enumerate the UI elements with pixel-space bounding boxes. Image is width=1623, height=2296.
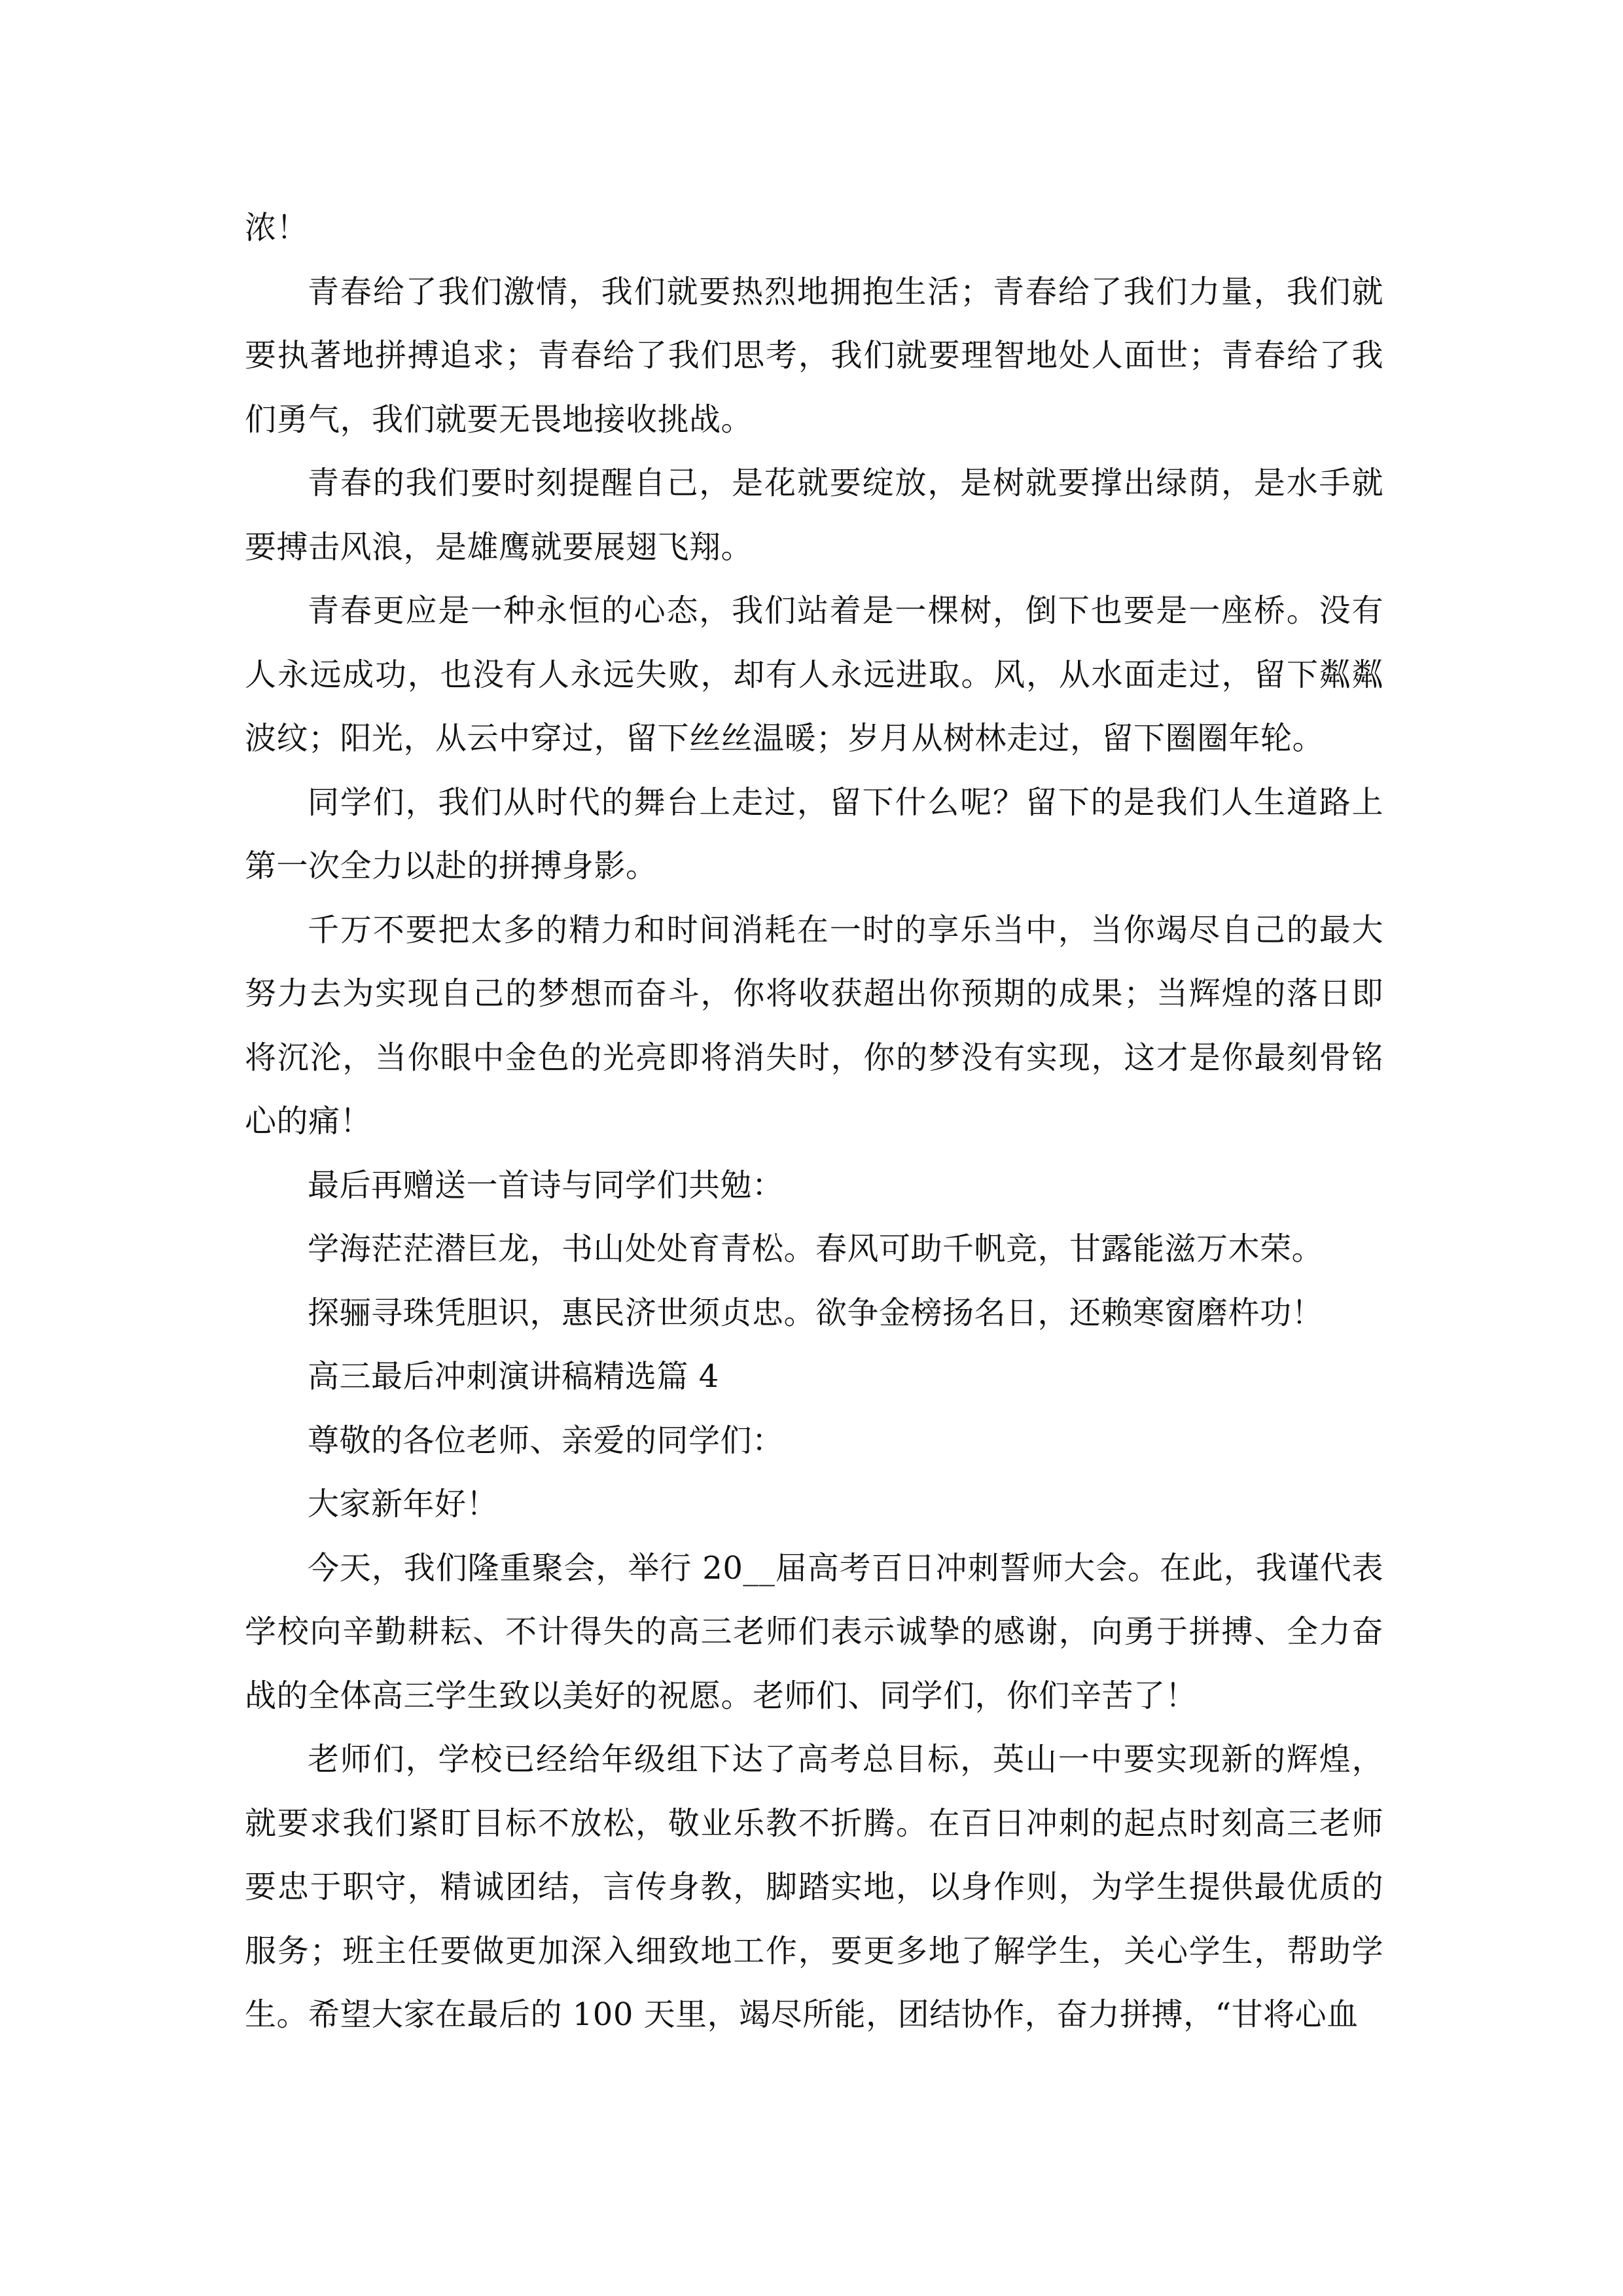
paragraph-classmates: 同学们，我们从时代的舞台上走过，留下什么呢？留下的是我们人生道路上第一次全力以赴的拼搏身影。 bbox=[245, 783, 1383, 884]
paragraph-poem-intro: 最后再赠送一首诗与同学们共勉： bbox=[308, 1166, 784, 1204]
paragraph-effort: 千万不要把太多的精力和时间消耗在一时的享乐当中，当你竭尽自己的最大努力去为实现自己的梦想而奋斗，你将收获超出你预期的成果；当辉煌的落日即将沉沦，当你眼中金色的光亮即将消失时，你的梦没有实现，这才是你最刻骨铭心的痛！ bbox=[245, 911, 1383, 1139]
salutation: 尊敬的各位老师、亲爱的同学们： bbox=[308, 1422, 784, 1459]
paragraph-youth-attitude: 青春更应是一种永恒的心态，我们站着是一棵树，倒下也要是一座桥。没有人永远成功，也没有人永远失败，却有人永远进取。风，从水面走过，留下粼粼波纹；阳光，从云中穿过，留下丝丝温暖；岁月从树林走过，留下圈圈年轮。 bbox=[245, 592, 1383, 757]
poem-line-2: 探骊寻珠凭胆识，惠民济世须贞忠。欲争金榜扬名日，还赖寒窗磨杵功！ bbox=[308, 1294, 1324, 1331]
poem-line-1: 学海茫茫潜巨龙，书山处处育青松。春风可助千帆竞，甘露能滋万木荣。 bbox=[308, 1230, 1324, 1267]
paragraph-youth-passion: 青春给了我们激情，我们就要热烈地拥抱生活；青春给了我们力量，我们就要执著地拼搏追求；青春给了我们思考，我们就要理智地处人面世；青春给了我们勇气，我们就要无畏地接收挑战。 bbox=[245, 273, 1383, 438]
paragraph-teachers: 老师们，学校已经给年级组下达了高考总目标，英山一中要实现新的辉煌，就要求我们紧盯目标不放松，敬业乐教不折腾。在百日冲刺的起点时刻高三老师要忠于职守，精诚团结，言传身教，脚踏实地，以身作则，为学生提供最优质的服务；班主任要做更加深入细致地工作，要更多地了解学生，关心学生，帮助学生。希望大家在最后的 100 天里，竭尽所能，团结协作，奋力拼搏，“甘将心血 bbox=[245, 1741, 1383, 2033]
paragraph-youth-reminder: 青春的我们要时刻提醒自己，是花就要绽放，是树就要撑出绿荫，是水手就要搏击风浪，是雄鹰就要展翅飞翔。 bbox=[245, 465, 1383, 565]
paragraph-ceremony: 今天，我们隆重聚会，举行 20__届高考百日冲刺誓师大会。在此，我谨代表学校向辛勤耕耘、不计得失的高三老师们表示诚挚的感谢，向勇于拼搏、全力奋战的全体高三学生致以美好的祝愿。老师们、同学们，你们辛苦了！ bbox=[245, 1549, 1383, 1714]
section-heading: 高三最后冲刺演讲稿精选篇 4 bbox=[308, 1358, 719, 1395]
greeting: 大家新年好！ bbox=[308, 1486, 499, 1522]
document-page bbox=[245, 196, 1383, 2047]
paragraph-continuation: 浓！ bbox=[245, 209, 309, 246]
